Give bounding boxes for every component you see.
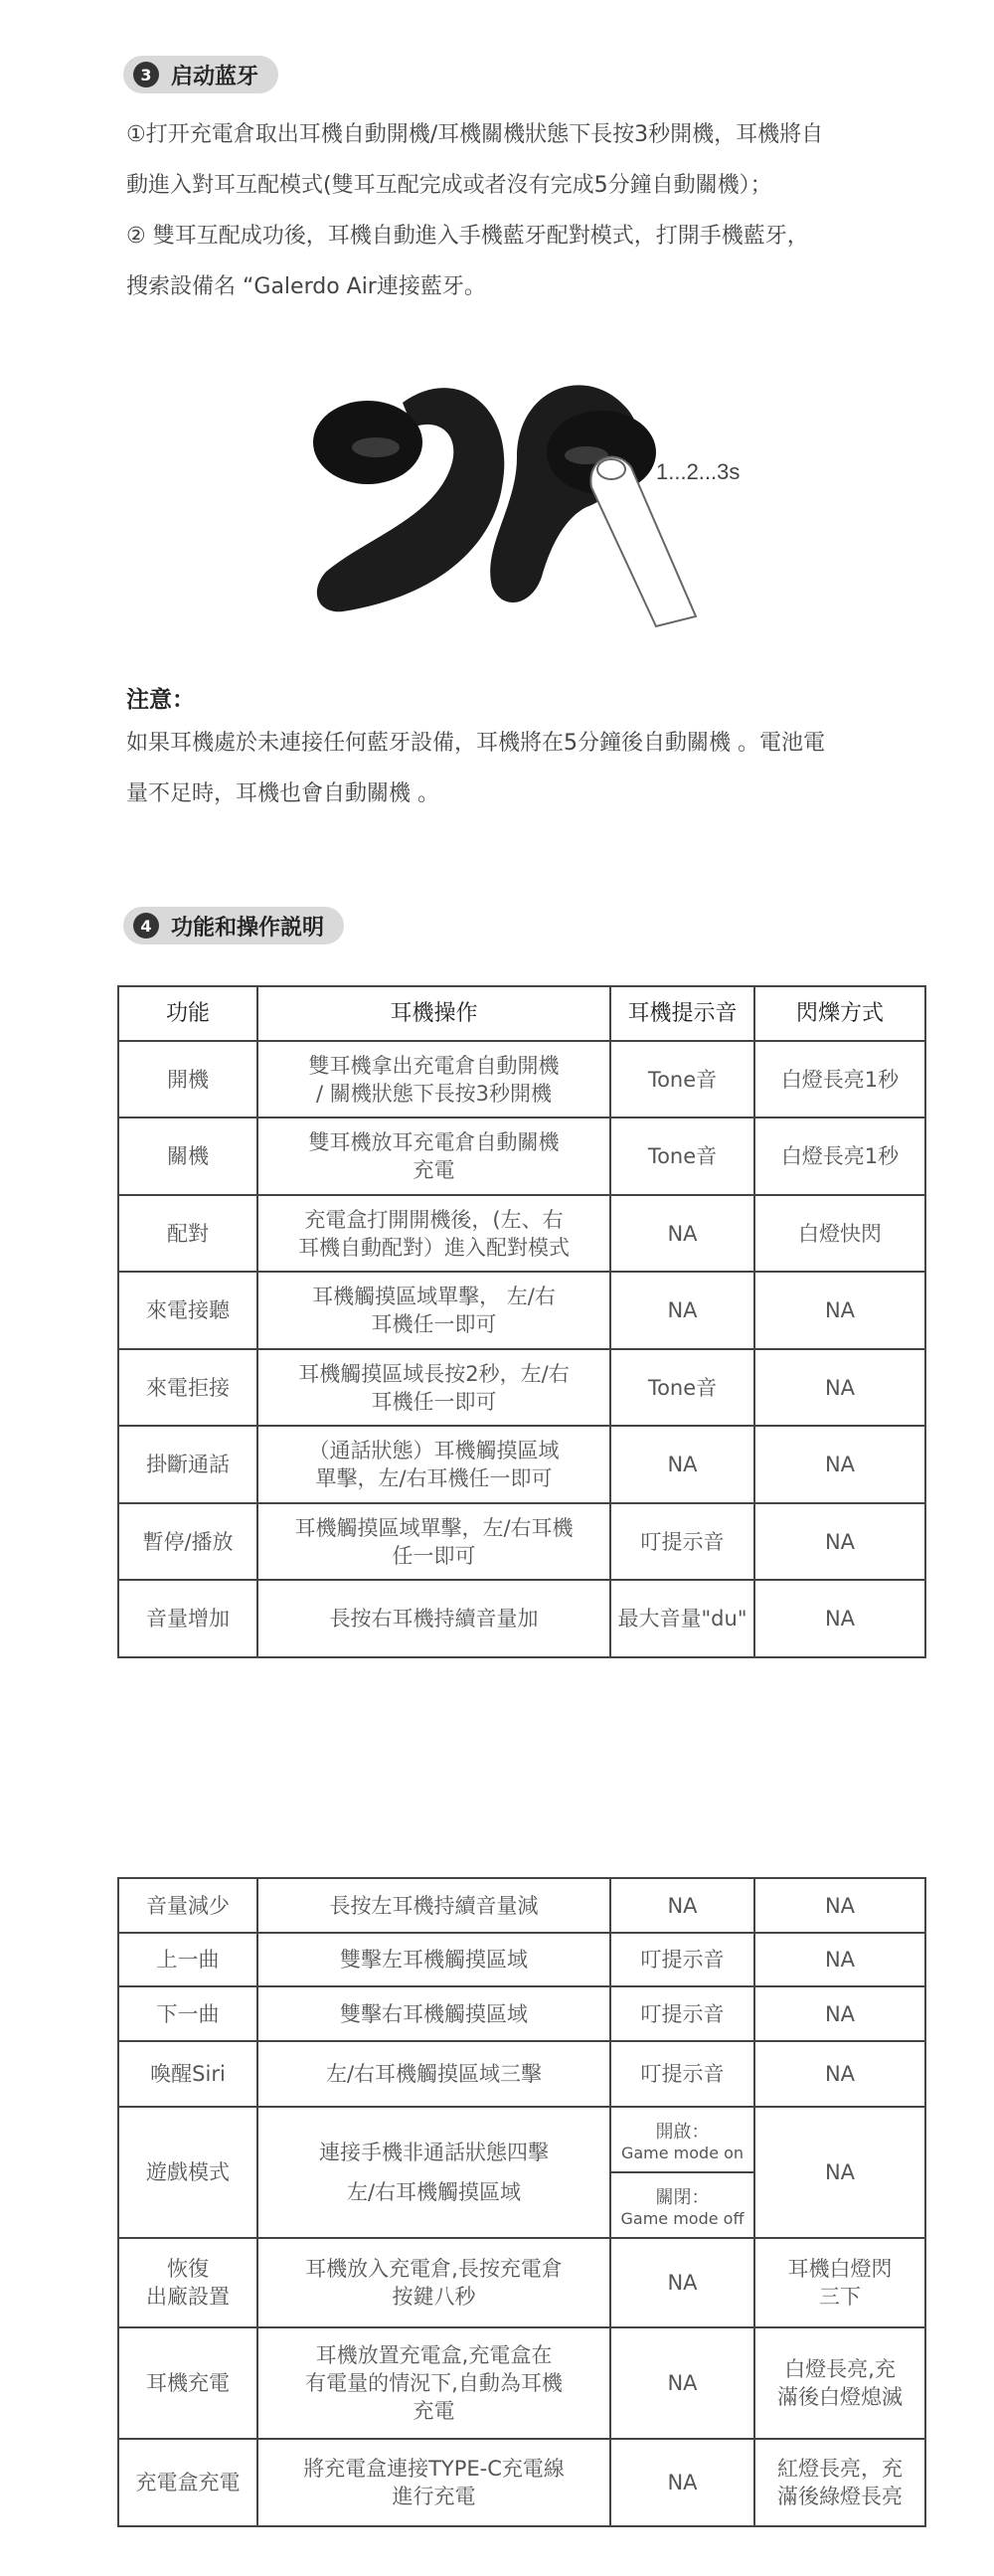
section-4-header [123,907,344,945]
operation-cell: （通話狀態）耳機觸摸區域 單擊，左/右耳機任一即可 [257,1426,610,1503]
table-row [118,1117,925,1195]
function-cell: 耳機充電 [118,2327,257,2439]
operation-cell: 長按左耳機持續音量減 [257,1878,610,1933]
function-cell: 關機 [118,1117,257,1195]
note-text [126,718,921,819]
function-cell: 來電拒接 [118,1349,257,1426]
instruction-line: ①打开充電倉取出耳機自動開機/耳機關機狀態下長按3秒開機，耳機將自 [126,122,824,147]
function-table [117,985,926,1658]
table-row [118,2439,925,2526]
tone-cell: 叮提示音 [610,1986,754,2041]
tone-cell: NA [610,1426,754,1503]
flash-cell: NA [754,1349,925,1426]
bluetooth-instructions [126,109,921,312]
table-row [118,1426,925,1503]
function-cell: 掛斷通話 [118,1426,257,1503]
table-row [118,1195,925,1272]
table-row [118,1272,925,1349]
flash-cell: 白燈長亮,充 滿後白燈熄滅 [754,2327,925,2439]
earbuds-illustration [288,368,765,636]
table-row [118,1878,925,1933]
instruction-line: ② 雙耳互配成功後，耳機自動進入手機藍牙配對模式，打開手機藍牙， [126,224,809,249]
flash-cell: 白燈長亮1秒 [754,1117,925,1195]
flash-cell: NA [754,2041,925,2107]
flash-cell: 白燈快閃 [754,1195,925,1272]
operation-cell: 耳機觸摸區域單擊，左/右耳機 任一即可 [257,1503,610,1580]
game-mode-row [118,2107,925,2172]
instruction-line: 動進入對耳互配模式(雙耳互配完成或者沒有完成5分鐘自動關機）； [126,173,772,198]
function-cell: 下一曲 [118,1986,257,2041]
game-mode-on-cell: 開啟： Game mode on [610,2107,754,2172]
tone-cell: NA [610,1272,754,1349]
table-row [118,1580,925,1657]
operation-cell: 耳機觸摸區域單擊， 左/右 耳機任一即可 [257,1272,610,1349]
header-operation: 耳機操作 [257,986,610,1041]
tone-cell: Tone音 [610,1041,754,1117]
function-cell: 遊戲模式 [118,2107,257,2238]
flash-cell: NA [754,1878,925,1933]
function-cell: 配對 [118,1195,257,1272]
function-table-continued [117,1877,926,2527]
header-function: 功能 [118,986,257,1041]
table-header-row [118,986,925,1041]
operation-cell: 雙耳機放耳充電倉自動關機 充電 [257,1117,610,1195]
table-row [118,1503,925,1580]
function-cell: 喚醒Siri [118,2041,257,2107]
note-line: 量不足時，耳機也會自動關機 。 [126,781,439,806]
game-mode-off-cell: 關閉： Game mode off [610,2172,754,2238]
table-row [118,1933,925,1986]
tone-cell: 叮提示音 [610,2041,754,2107]
tone-cell: NA [610,1195,754,1272]
flash-cell: 紅燈長亮，充 滿後綠燈長亮 [754,2439,925,2526]
flash-cell: NA [754,1580,925,1657]
operation-cell: 長按右耳機持續音量加 [257,1580,610,1657]
operation-cell: 充電盒打開開機後，(左、右 耳機自動配對）進入配對模式 [257,1195,610,1272]
flash-cell: NA [754,1272,925,1349]
flash-cell: NA [754,1986,925,2041]
table-row [118,1349,925,1426]
tone-cell: 叮提示音 [610,1933,754,1986]
flash-cell: NA [754,1933,925,1986]
tone-cell: NA [610,2327,754,2439]
flash-cell: NA [754,2107,925,2238]
tone-cell: Tone音 [610,1349,754,1426]
flash-cell: 耳機白燈閃 三下 [754,2238,925,2327]
operation-cell: 雙耳機拿出充電倉自動開機 / 關機狀態下長按3秒開機 [257,1041,610,1117]
instruction-line: 搜索設備名 “Galerdo Air連接藍牙。 [126,274,486,299]
tone-cell: 叮提示音 [610,1503,754,1580]
section-title: 功能和操作説明 [171,915,325,941]
operation-cell: 左/右耳機觸摸區域三擊 [257,2041,610,2107]
operation-cell: 耳機放入充電倉,長按充電倉 按鍵八秒 [257,2238,610,2327]
table-row [118,2238,925,2327]
tone-cell: NA [610,2439,754,2526]
function-cell: 上一曲 [118,1933,257,1986]
section-title: 启动蓝牙 [171,64,259,89]
flash-cell: 白燈長亮1秒 [754,1041,925,1117]
function-cell: 來電接聽 [118,1272,257,1349]
tone-cell: Tone音 [610,1117,754,1195]
function-cell: 音量減少 [118,1878,257,1933]
header-flash: 閃爍方式 [754,986,925,1041]
function-cell: 音量增加 [118,1580,257,1657]
note-heading: 注意： [126,687,195,713]
press-counter: 1...2...3s [656,459,741,484]
table-row [118,2041,925,2107]
operation-cell: 雙擊右耳機觸摸區域 [257,1986,610,2041]
section-number-badge: 3 [133,62,159,87]
operation-cell: 耳機放置充電盒,充電盒在 有電量的情況下,自動為耳機 充電 [257,2327,610,2439]
operation-cell: 連接手機非通話狀態四擊 左/右耳機觸摸區域 [257,2107,610,2238]
tone-cell: NA [610,1878,754,1933]
function-cell: 恢復 出廠設置 [118,2238,257,2327]
operation-cell: 將充電盒連接TYPE-C充電線 進行充電 [257,2439,610,2526]
tone-cell: 最大音量"du" [610,1580,754,1657]
function-cell: 暫停/播放 [118,1503,257,1580]
table-row [118,2327,925,2439]
table-row [118,1041,925,1117]
operation-cell: 耳機觸摸區域長按2秒，左/右 耳機任一即可 [257,1349,610,1426]
operation-cell: 雙擊左耳機觸摸區域 [257,1933,610,1986]
function-cell: 充電盒充電 [118,2439,257,2526]
section-number-badge: 4 [133,913,159,939]
note-line: 如果耳機處於未連接任何藍牙設備，耳機將在5分鐘後自動關機 。電池電 [126,731,825,756]
tone-cell: NA [610,2238,754,2327]
header-tone: 耳機提示音 [610,986,754,1041]
flash-cell: NA [754,1503,925,1580]
function-cell: 開機 [118,1041,257,1117]
table-row [118,1986,925,2041]
section-3-header [123,56,278,93]
flash-cell: NA [754,1426,925,1503]
